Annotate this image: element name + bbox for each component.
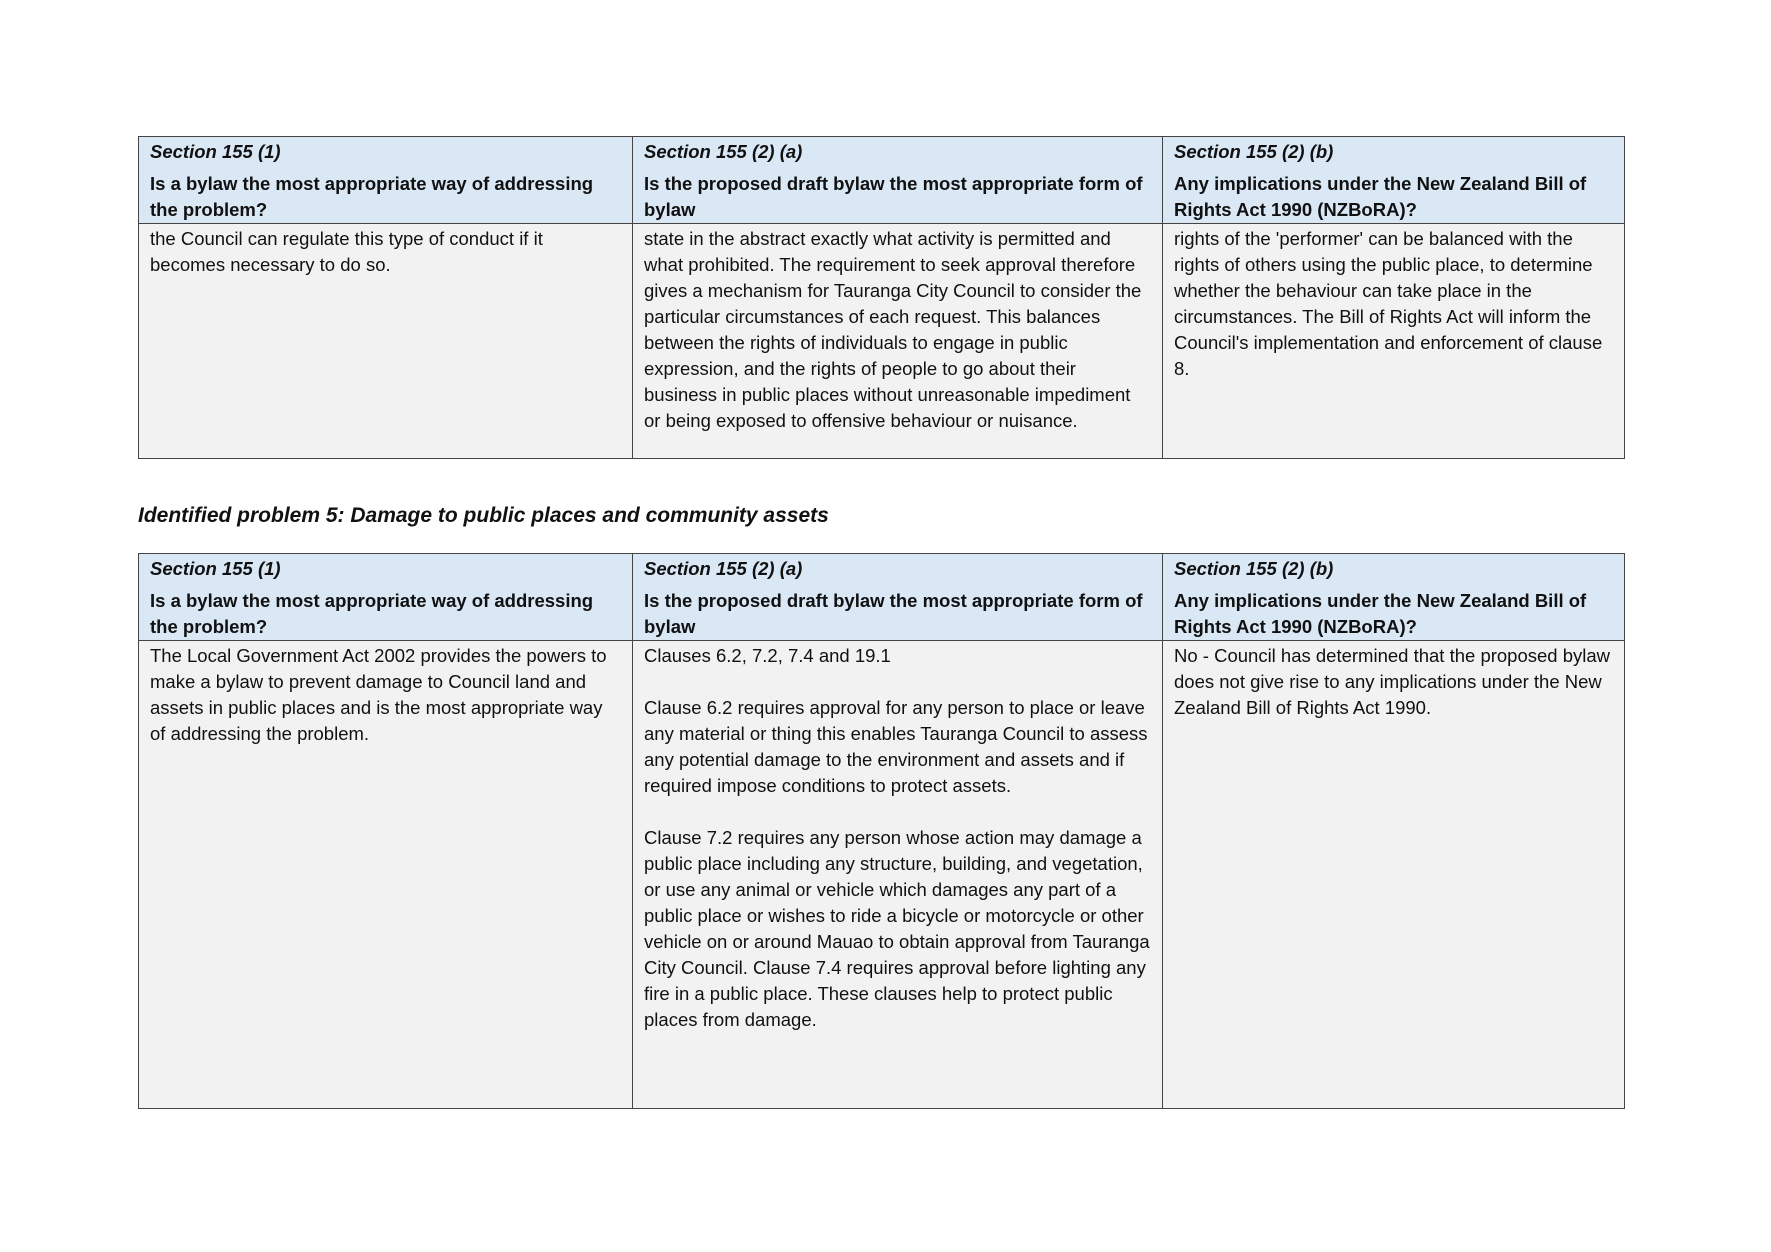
criteria-table-problem-5: [138, 553, 1625, 1109]
header-question: Is a bylaw the most appropriate way of addressing the problem?: [150, 173, 594, 220]
header-section-155-1: [139, 137, 633, 224]
cell-text: No - Council has determined that the proposed bylaw does not give rise to any implications under the New Zealand Bill of Rights Act 1990.: [1174, 645, 1611, 718]
header-section-label: Section 155 (2) (b): [1174, 558, 1334, 579]
header-section-label: Section 155 (2) (a): [644, 141, 803, 162]
header-question: Is the proposed draft bylaw the most appropriate form of bylaw: [644, 173, 1143, 220]
cell-text: state in the abstract exactly what activity is permitted and what prohibited. The requirement to seek approval therefore gives a mechanism for Tauranga City Council to consider the particular circumstances of each request. This balances between the rights of individuals to engage in public expression, and the rights of people to go about their business in public places without unreasonable impediment or being exposed to offensive behaviour or nuisance.: [644, 228, 1142, 431]
cell-nzbora-implications: [1163, 224, 1625, 459]
table-header-row: [139, 137, 1625, 224]
table-header-row: [139, 554, 1625, 641]
table-row: [139, 224, 1625, 459]
cell-appropriate-form: [633, 224, 1163, 459]
cell-text: Clause 7.2 requires any person whose action may damage a public place including any structure, building, and vegetation, or use any animal or vehicle which damages any part of a public place or wishes to ride a bicycle or motorcycle or other vehicle on or around Mauao to obtain approval from Tauranga City Council. Clause 7.4 requires approval before lighting any fire in a public place. These clauses help to protect public places from damage.: [644, 827, 1150, 1030]
header-section-label: Section 155 (2) (a): [644, 558, 803, 579]
header-section-label: Section 155 (2) (b): [1174, 141, 1334, 162]
cell-text: Clause 6.2 requires approval for any person to place or leave any material or thing this enables Tauranga Council to assess any potential damage to the environment and assets and if required impose conditions to protect assets.: [644, 697, 1148, 796]
cell-text: rights of the 'performer' can be balanced with the rights of others using the public place, to determine whether the behaviour can take place in the circumstances. The Bill of Rights Act will inform the Council's implementation and enforcement of clause 8.: [1174, 228, 1603, 379]
header-section-label: Section 155 (1): [150, 141, 281, 162]
cell-nzbora-implications: [1163, 641, 1625, 1109]
cell-text: Clauses 6.2, 7.2, 7.4 and 19.1: [644, 645, 891, 666]
criteria-table-problem-4: [138, 136, 1625, 459]
header-question: Is a bylaw the most appropriate way of addressing the problem?: [150, 590, 594, 637]
header-question: Is the proposed draft bylaw the most appropriate form of bylaw: [644, 590, 1143, 637]
header-section-155-2b: [1163, 554, 1625, 641]
cell-appropriate-form: [633, 641, 1163, 1109]
cell-text: the Council can regulate this type of conduct if it becomes necessary to do so.: [150, 228, 543, 275]
table-row: [139, 641, 1625, 1109]
header-section-label: Section 155 (1): [150, 558, 281, 579]
cell-text: The Local Government Act 2002 provides the powers to make a bylaw to prevent damage to Council land and assets in public places and is the most appropriate way of addressing the problem.: [150, 645, 607, 744]
header-section-155-2a: [633, 137, 1163, 224]
header-section-155-2a: [633, 554, 1163, 641]
header-section-155-1: [139, 554, 633, 641]
cell-appropriate-way: [139, 224, 633, 459]
cell-appropriate-way: [139, 641, 633, 1109]
problem-5-heading: Identified problem 5: Damage to public places and community assets: [138, 504, 829, 527]
header-question: Any implications under the New Zealand Bill of Rights Act 1990 (NZBoRA)?: [1174, 590, 1587, 637]
header-question: Any implications under the New Zealand Bill of Rights Act 1990 (NZBoRA)?: [1174, 173, 1587, 220]
header-section-155-2b: [1163, 137, 1625, 224]
